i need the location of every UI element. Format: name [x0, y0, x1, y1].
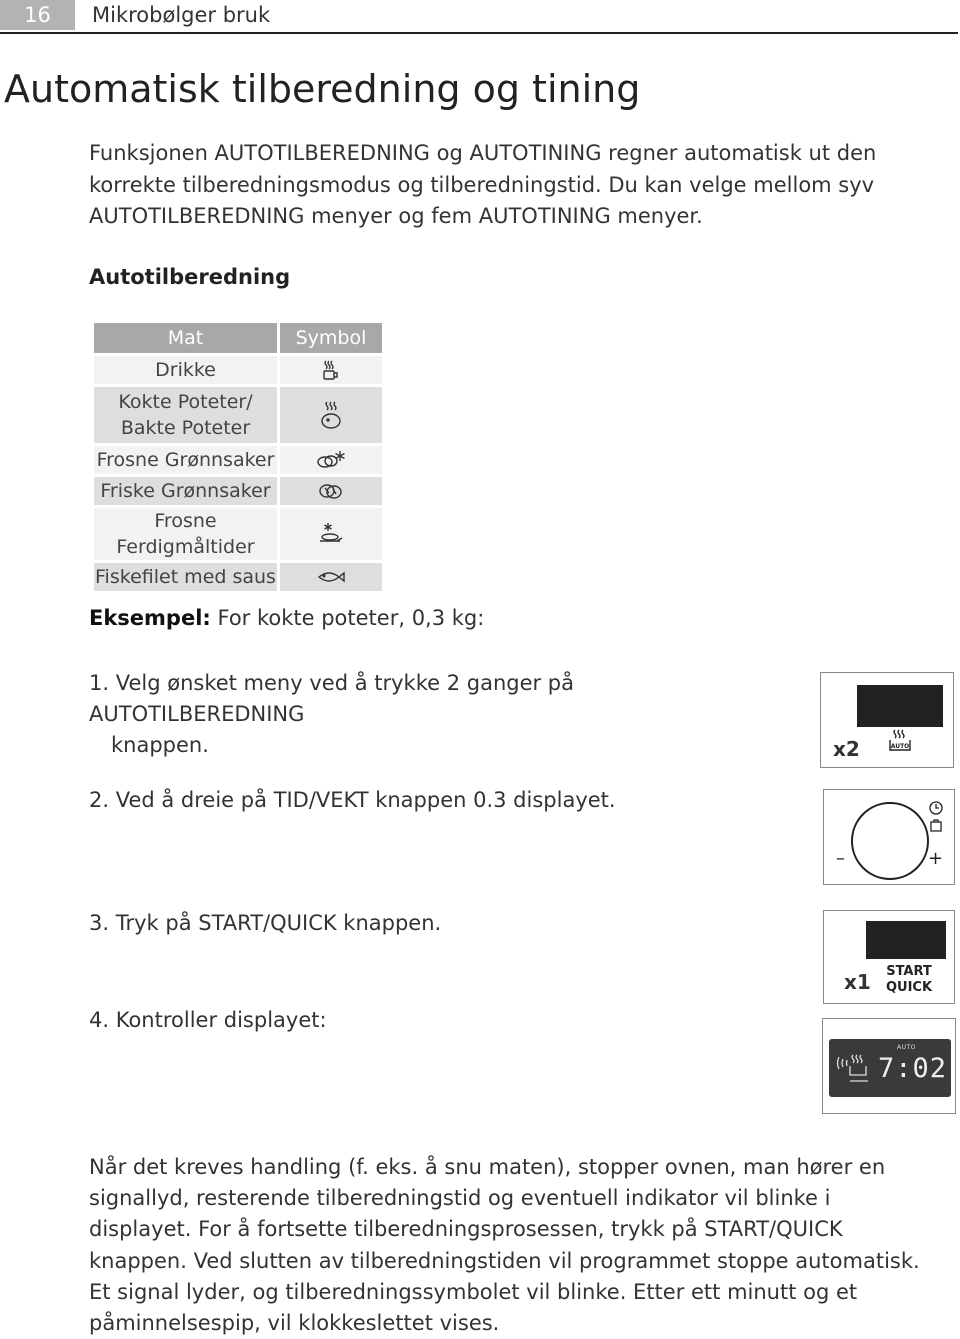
- symbol-cell: [280, 508, 382, 560]
- page-title: Automatisk tilberedning og tining: [4, 67, 641, 111]
- dial-minus-label: –: [836, 848, 845, 869]
- autocook-table: [91, 320, 385, 594]
- food-name-text: Frosne Grønnsaker: [96, 449, 275, 471]
- example-line: [89, 606, 484, 630]
- start-label: START: [886, 964, 932, 979]
- food-name-text: Kokte Poteter/: [118, 391, 253, 413]
- lcd-display: [829, 1039, 951, 1097]
- food-name: [94, 508, 277, 560]
- drink-icon: [320, 359, 342, 381]
- microwave-power-icon: [835, 1053, 869, 1085]
- start-quick-button-illustration: [823, 910, 955, 1004]
- display-readout-illustration: [822, 1018, 956, 1114]
- food-name: [94, 563, 277, 591]
- food-name: [94, 477, 277, 505]
- autocook-button-icon[interactable]: [887, 729, 913, 753]
- intro-paragraph: Funksjonen AUTOTILBEREDNING og AUTOTINING regner automatisk ut den korrekte tilberedningsmodus og tilberedningstid. Du kan velge mellom syv AUTOTILBEREDNING menyer og fem AUTOTINING menyer.: [89, 141, 877, 228]
- dial-plus-label: +: [928, 848, 944, 869]
- table-header-food: Mat: [94, 323, 277, 353]
- start-quick-button[interactable]: [884, 964, 934, 996]
- quick-label: QUICK: [885, 980, 933, 995]
- step-text: Ved å dreie på TID/VEKT knappen 0.3 displayet.: [109, 788, 616, 812]
- page-number: 16: [0, 0, 75, 30]
- frozen-vegetables-icon: [316, 449, 346, 471]
- step-1: [89, 668, 789, 761]
- step-3: [89, 908, 441, 939]
- clock-icon: [928, 800, 944, 816]
- fresh-vegetables-icon: [317, 480, 345, 502]
- step-number: 4.: [89, 1008, 110, 1032]
- symbol-cell: [280, 387, 382, 443]
- frozen-meal-icon: [317, 522, 345, 546]
- table-row: [94, 387, 382, 443]
- symbol-cell: [280, 477, 382, 505]
- food-name-text: Fiskefilet med saus: [95, 566, 276, 588]
- step-number: 3.: [89, 911, 110, 935]
- section-title: Mikrobølger bruk: [92, 3, 271, 27]
- symbol-cell: [280, 563, 382, 591]
- symbol-cell: [280, 446, 382, 474]
- subheading: Autotilberedning: [89, 265, 291, 289]
- display-screen: [866, 921, 946, 959]
- step-number: 2.: [89, 788, 110, 812]
- table-row: [94, 563, 382, 591]
- example-label: Eksempel:: [89, 606, 211, 630]
- food-name: [94, 387, 277, 443]
- food-name-text: Frosne Ferdigmåltider: [116, 510, 255, 558]
- step-text: Kontroller displayet:: [109, 1008, 327, 1032]
- step-text: Tryk på START/QUICK knappen.: [109, 911, 442, 935]
- step-text-continued: knappen.: [111, 733, 209, 757]
- potato-icon: [319, 400, 343, 430]
- table-row: [94, 508, 382, 560]
- table-row: [94, 356, 382, 384]
- lcd-time: 7:02: [877, 1053, 947, 1084]
- time-weight-dial-illustration: [823, 789, 955, 885]
- autocook-button-illustration: [820, 672, 954, 768]
- weight-icon: [930, 818, 942, 832]
- food-name: [94, 356, 277, 384]
- press-count: x1: [844, 970, 871, 994]
- lcd-auto-label: AUTO: [897, 1044, 916, 1051]
- step-text: Velg ønsket meny ved å trykke 2 ganger på AUTOTILBEREDNING: [89, 671, 575, 726]
- display-screen: [857, 685, 943, 727]
- table-row: [94, 446, 382, 474]
- header-rule: [0, 32, 958, 34]
- example-text: For kokte poteter, 0,3 kg:: [210, 606, 485, 630]
- closing-paragraph: Når det kreves handling (f. eks. å snu maten), stopper ovnen, man hører en signallyd, resterende tilberedningstid og eventuell indikator vil blinke i displayet. For å fortsette tilberedningsprosessen, trykk på START/QUICK knappen. Ved slutten av tilberedningstiden vil programmet stoppe automatisk. Et signal lyder, og tilberedningssymbolet vil blinke. Etter ett minutt og et påminnelsespip, vil klokkeslettet vises.: [89, 1155, 920, 1336]
- auto-badge: AUTO: [890, 743, 910, 750]
- page-header: [0, 0, 960, 36]
- food-name-text: Bakte Poteter: [120, 417, 251, 439]
- press-count: x2: [833, 737, 860, 761]
- fish-icon: [316, 569, 346, 585]
- symbol-cell: [280, 356, 382, 384]
- step-4: [89, 1005, 327, 1036]
- step-2: [89, 785, 616, 816]
- food-name-text: Drikke: [155, 359, 216, 381]
- table-row: [94, 477, 382, 505]
- food-name-text: Friske Grønnsaker: [100, 480, 271, 502]
- step-number: 1.: [89, 671, 110, 695]
- food-name: [94, 446, 277, 474]
- table-header-symbol: Symbol: [280, 323, 382, 353]
